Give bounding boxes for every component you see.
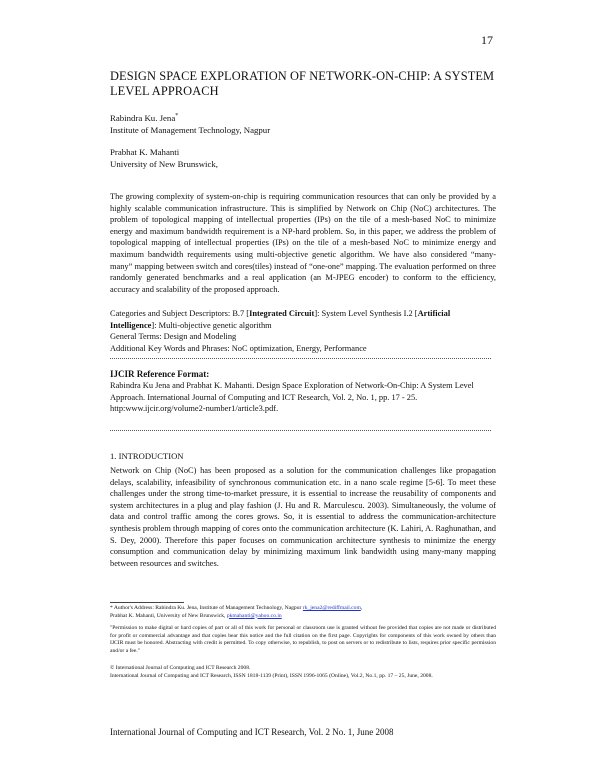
keywords: Additional Key Words and Phrases: NoC optimization, Energy, Performance [110, 343, 367, 353]
footnote-copyright [110, 665, 496, 680]
introduction-heading: 1. INTRODUCTION [110, 451, 184, 461]
abstract: The growing complexity of system-on-chip is requiring communication resources that can only be provided by a highly scalable communication infrastructure. This is simplified by Network on Chip (NoC) architectures. The problem of topological mapping of intellectual properties (IPs) on the tile of a mesh-based NoC to minimize energy and maximum bandwidth requirement is a NP-hard problem. So, in this paper, we address the problem of topological mapping of intellectual properties (IPs) on the tile of a mesh-based NoC to minimize energy and maximum bandwidth requirements using multi-objective genetic algorithm. We have also considered “many-many” mapping between switch and cores(tiles) instead of “one-one” mapping. The evaluation performed on three randomly generated benchmarks and a real application (an M-JPEG encoder) to conform to the efficiency, accuracy and scalability of the proposed approach. [110, 192, 496, 294]
issn-line: International Journal of Computing and ICT Research, ISSN 1818-1139 (Print), ISSN 1996-1065 (Online), Vol.2, No.1, pp. 17 – 25, June, 2008. [110, 672, 433, 679]
copyright-line: © International Journal of Computing and ICT Research 2008. [110, 665, 251, 671]
reference-format [110, 380, 496, 415]
page-footer: International Journal of Computing and ICT Research, Vol. 2 No. 1, June 2008 [110, 727, 394, 737]
footnote-addresses: * Author's Address: Rabindra Ku. Jena, Institute of Management Technology, Nagpur rk_jena2@rediffmail.com, Prabhat K. Mahanti, University of New Brunswick, pkmahanti@yahoo.co.in [110, 605, 363, 619]
reference-heading: IJCIR Reference Format: [110, 369, 210, 379]
footnote-permission: "Permission to make digital or hard copies of part or all of this work for personal or classroom use is granted without fee provided that copies are not made or distributed for profit or commercial advantage and that copies bear this notice and the full citation on the first page. Copyrights for components of this work owned by others than IJCIR must be honored. Abstracting with credit is permitted. To copy otherwise, to republish, to post on servers or to redistribute to lists, requires prior specific permission and/or a fee." [110, 625, 496, 654]
footnote-rule [110, 602, 184, 603]
reference-text: . Design Space Exploration of Network-On-Chip: A System Level Approach. International Journal of Computing and ICT Research, Vol. 2, No. 1, pp. 17 - 25. http:www.ijcir.org/volume2-number1/article3.pdf. [110, 381, 474, 414]
section-divider [110, 358, 491, 359]
paper-title: DESIGN SPACE EXPLORATION OF NETWORK-ON-CHIP: A SYSTEM LEVEL APPROACH [110, 69, 495, 98]
author-affiliation: University of New Brunswick, [110, 159, 218, 169]
reference-authors: Rabindra Ku Jena and Prabhat K. Mahanti [110, 381, 253, 390]
email-link-mahanti[interactable]: pkmahanti@yahoo.co.in [226, 612, 282, 619]
categories-line: Categories and Subject Descriptors: B.7 [Integrated Circuit]: System Level Synthesis I.2 [Artificial Intelligence]: Multi-objective genetic algorithm [110, 309, 451, 330]
categories-section [110, 308, 496, 354]
term-integrated-circuit: Integrated Circuit [249, 309, 315, 318]
email-link-jena[interactable]: rk_jena2@rediffmail.com [302, 605, 361, 611]
term-artificial-intelligence: Artificial Intelligence [110, 309, 451, 330]
page-number: 17 [481, 33, 493, 47]
author-affiliation: Institute of Management Technology, Nagpur [110, 124, 271, 135]
general-terms: General Terms: Design and Modeling [110, 332, 237, 342]
author-name: Prabhat K. Mahanti [110, 147, 180, 157]
section-divider [110, 430, 491, 431]
author-name: Rabindra Ku. Jena [110, 112, 176, 123]
author-marker: * [175, 113, 179, 119]
author-block-2 [110, 146, 218, 170]
author-block-1 [110, 110, 270, 136]
introduction-body: Network on Chip (NoC) has been proposed as a solution for the communication challenges like propagation delays, scalability, infeasibility of synchronous communication etc. in a nano scale regime [5-6]. To meet these challenges under the strong time-to-market pressure, it is essential to increase the reusability of components and system architectures in a plug and play fashion (J. Hu and R. Marculescu. 2003). Simultaneously, the volume of data and control traffic among the cores grows. So, it is essential to address the communication-architecture synthesis problem through mapping of cores onto the communication architecture (K. Lahiri, A. Raghunathan, and S. Dey, 2000). Therefore this paper focuses on communication architecture synthesis to minimize the energy consumption and communication delay by minimizing maximum link bandwidth using many-many mapping between resources and switches. [110, 466, 496, 568]
